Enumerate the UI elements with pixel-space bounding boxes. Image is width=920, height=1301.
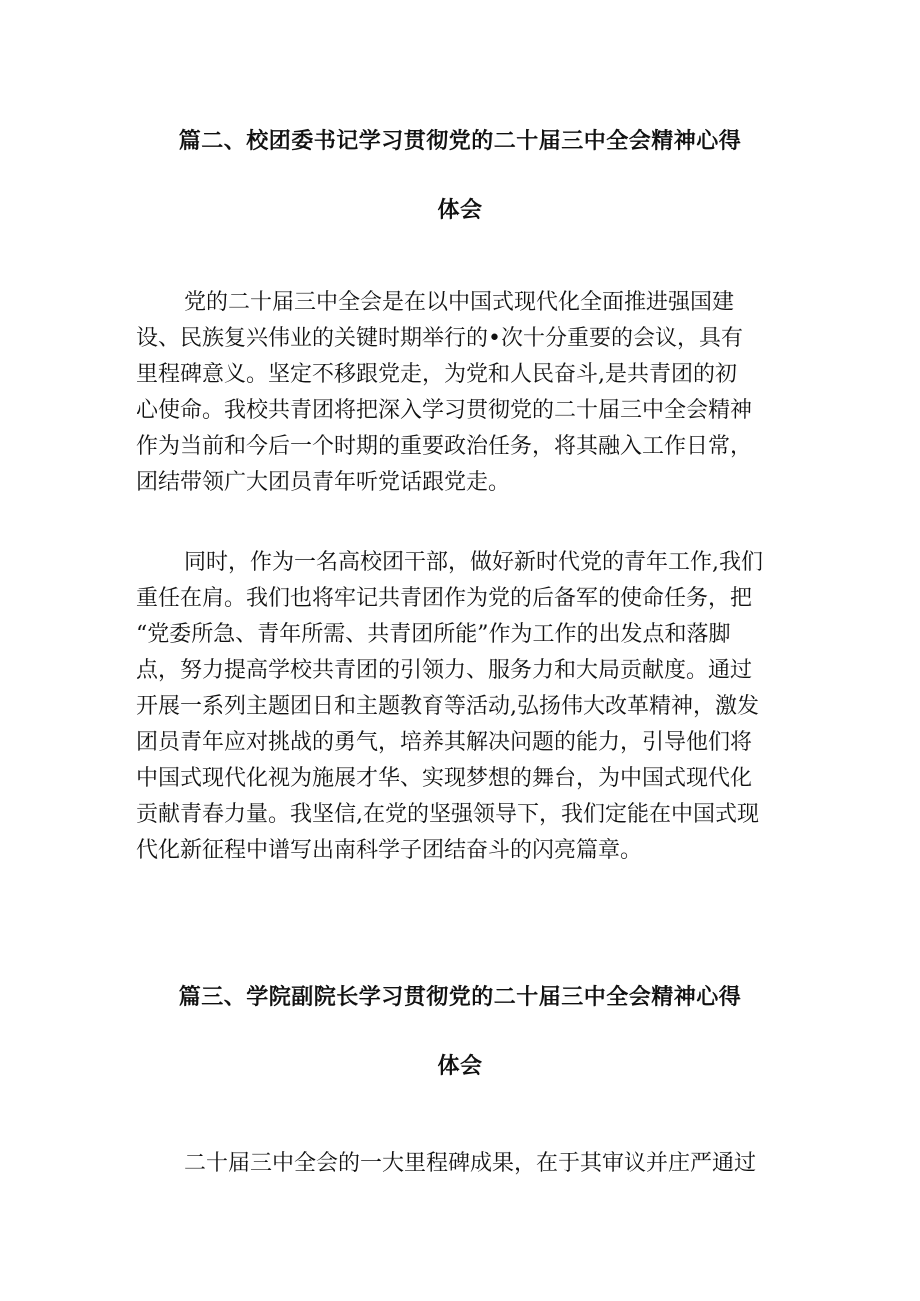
paragraph-line: “党委所急、青年所需、共青团所能”作为工作的出发点和落脚 xyxy=(136,622,731,647)
paragraph-line: 同时，作为一名高校团干部，做好新时代党的青年工作,我们 xyxy=(184,550,763,575)
paragraph-line: 贡献青春力量。我坚信,在党的坚强领导下，我们定能在中国式现 xyxy=(136,802,759,827)
section2-title-line-1: 篇二、校团委书记学习贯彻党的二十届三中全会精神心得 xyxy=(178,129,742,154)
paragraph-line: 中国式现代化视为施展才华、实现梦想的舞台，为中国式现代化 xyxy=(136,766,753,791)
section2-paragraph-1 xyxy=(136,285,796,501)
paragraph-line: 二十届三中全会的一大里程碑成果，在于其审议并庄严通过 xyxy=(184,1151,757,1176)
section2-title xyxy=(0,128,920,225)
paragraph-line: 开展一系列主题团日和主题教育等活动,弘扬伟大改革精神，激发 xyxy=(136,694,759,719)
section3-title-line-1: 篇三、学院副院长学习贯彻党的二十届三中全会精神心得 xyxy=(178,985,742,1010)
section3-paragraph-1 xyxy=(136,1146,796,1182)
paragraph-line: 团员青年应对挑战的勇气，培养其解决问题的能力，引导他们将 xyxy=(136,730,753,755)
paragraph-line: 设、民族复兴伟业的关键时期举行的•次十分重要的会议，具有 xyxy=(136,326,743,351)
paragraph-line: 重任在肩。我们也将牢记共青团作为党的后备军的使命任务，把 xyxy=(136,586,753,611)
paragraph-line: 代化新征程中谱写出南科学子团结奋斗的闪亮篇章。 xyxy=(136,838,643,863)
paragraph-line: 点，努力提高学校共青团的引领力、服务力和大局贡献度。通过 xyxy=(136,658,753,683)
section2-paragraph-2 xyxy=(136,545,796,869)
paragraph-line: 里程碑意义。坚定不移跟党走，为党和人民奋斗,是共青团的初 xyxy=(136,362,737,387)
paragraph-line: 党的二十届三中全会是在以中国式现代化全面推进强国建 xyxy=(184,290,735,315)
section3-title xyxy=(0,984,920,1081)
section2-title-line-2: 体会 xyxy=(437,198,483,223)
paragraph-line: 团结带领广大团员青年听党话跟党走。 xyxy=(136,470,511,495)
paragraph-line: 心使命。我校共青团将把深入学习贯彻党的二十届三中全会精神 xyxy=(136,398,753,423)
paragraph-line: 作为当前和今后一个时期的重要政治任务，将其融入工作日常， xyxy=(136,434,753,459)
section3-title-line-2: 体会 xyxy=(437,1054,483,1079)
